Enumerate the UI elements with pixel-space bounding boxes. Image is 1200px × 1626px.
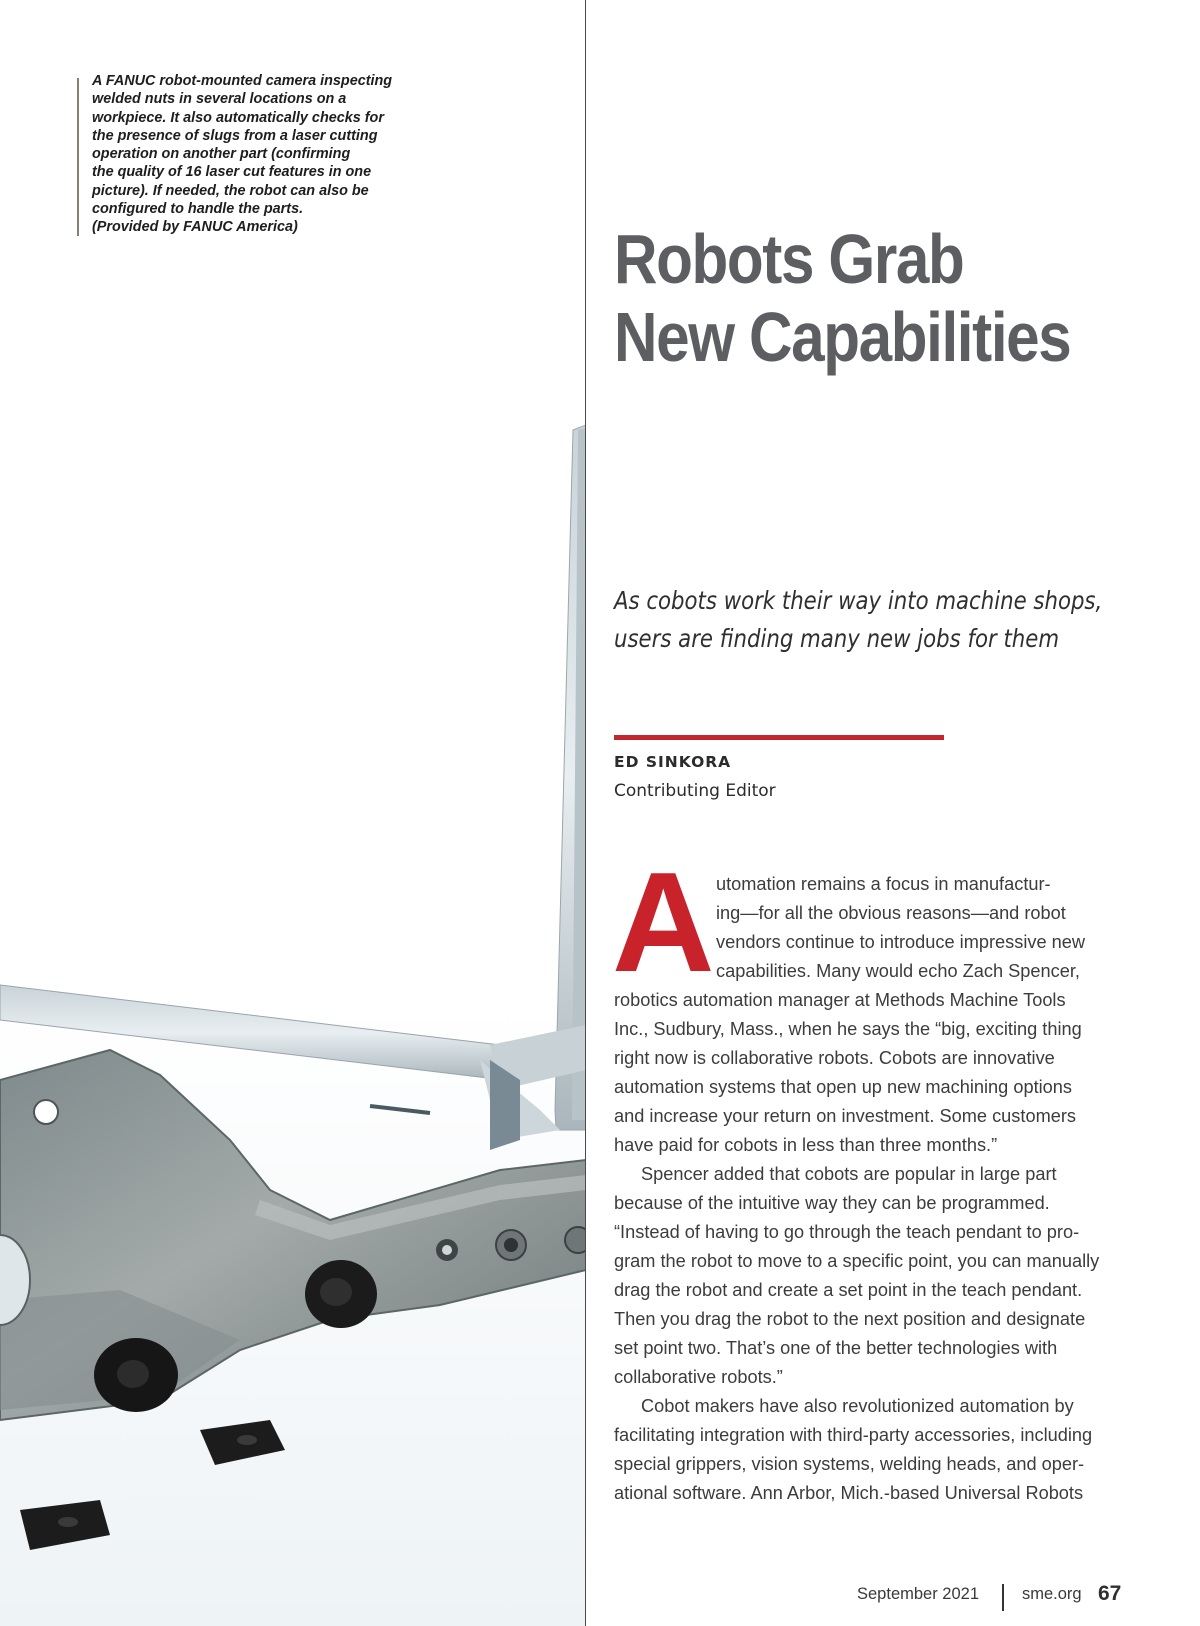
body-line: Inc., Sudbury, Mass., when he says the “big, exciting thing <box>614 1019 1082 1039</box>
caption-line: the quality of 16 laser cut features in one <box>92 164 372 181</box>
dek-line-2: users are finding many new jobs for them <box>614 624 1060 653</box>
caption-line: configured to handle the parts. <box>92 201 304 218</box>
body-line: special grippers, vision systems, welding heads, and oper- <box>614 1454 1085 1474</box>
author-name: ED SINKORA <box>614 753 732 771</box>
footer-separator <box>1002 1584 1004 1611</box>
body-line: utomation remains a focus in manufactur- <box>716 874 1051 894</box>
caption-accent-bar <box>77 78 79 236</box>
article-headline <box>614 220 1070 376</box>
body-line: facilitating integration with third-party accessories, including <box>614 1425 1093 1445</box>
caption-line: A FANUC robot-mounted camera inspecting <box>92 73 393 89</box>
body-line: Cobot makers have also revolutionized automation by <box>641 1396 1074 1416</box>
body-line: drag the robot and create a set point in the teach pendant. <box>614 1280 1083 1300</box>
article-dek <box>614 582 1102 658</box>
body-line: ational software. Ann Arbor, Mich.-based Universal Robots <box>614 1483 1084 1503</box>
article-body <box>612 843 1124 1508</box>
robot-part-photo <box>0 0 586 1626</box>
body-line: ing—for all the obvious reasons—and robot <box>716 903 1066 923</box>
page-number: 67 <box>1098 1582 1122 1605</box>
dek-line-1: As cobots work their way into machine shops, <box>614 586 1103 615</box>
body-line: because of the intuitive way they can be programmed. <box>614 1193 1050 1213</box>
body-line: right now is collaborative robots. Cobots are innovative <box>614 1048 1055 1068</box>
body-line: and increase your return on investment. Some customers <box>614 1106 1076 1126</box>
byline-rule <box>614 735 944 740</box>
body-line: vendors continue to introduce impressive new <box>716 932 1085 952</box>
headline-line-1: Robots Grab <box>614 220 964 298</box>
column-divider <box>585 0 586 1626</box>
body-line: automation systems that open up new machining options <box>614 1077 1072 1097</box>
caption-line: workpiece. It also automatically checks for <box>92 109 384 126</box>
caption-line: (Provided by FANUC America) <box>92 219 298 236</box>
caption-line: picture). If needed, the robot can also be <box>92 182 369 199</box>
body-line: Spencer added that cobots are popular in large part <box>641 1164 1057 1184</box>
body-line: have paid for cobots in less than three months.” <box>614 1135 998 1155</box>
photo-caption <box>92 72 437 237</box>
body-line: “Instead of having to go through the teach pendant to pro- <box>614 1222 1080 1242</box>
footer-site: sme.org <box>1022 1585 1082 1603</box>
footer-date: September 2021 <box>857 1585 980 1603</box>
body-line: robotics automation manager at Methods Machine Tools <box>614 990 1066 1010</box>
body-line: gram the robot to move to a specific point, you can manually <box>614 1251 1100 1271</box>
drop-cap: A <box>612 843 715 1002</box>
body-line: collaborative robots.” <box>614 1367 783 1387</box>
caption-line: welded nuts in several locations on a <box>92 91 347 108</box>
caption-line: operation on another part (confirming <box>92 146 351 163</box>
body-line: set point two. That’s one of the better technologies with <box>614 1338 1058 1358</box>
body-line: Then you drag the robot to the next position and designate <box>614 1309 1086 1329</box>
caption-line: the presence of slugs from a laser cutting <box>92 127 378 144</box>
body-line: capabilities. Many would echo Zach Spencer, <box>716 961 1080 981</box>
headline-line-2: New Capabilities <box>614 298 1071 376</box>
author-title: Contributing Editor <box>614 781 776 801</box>
